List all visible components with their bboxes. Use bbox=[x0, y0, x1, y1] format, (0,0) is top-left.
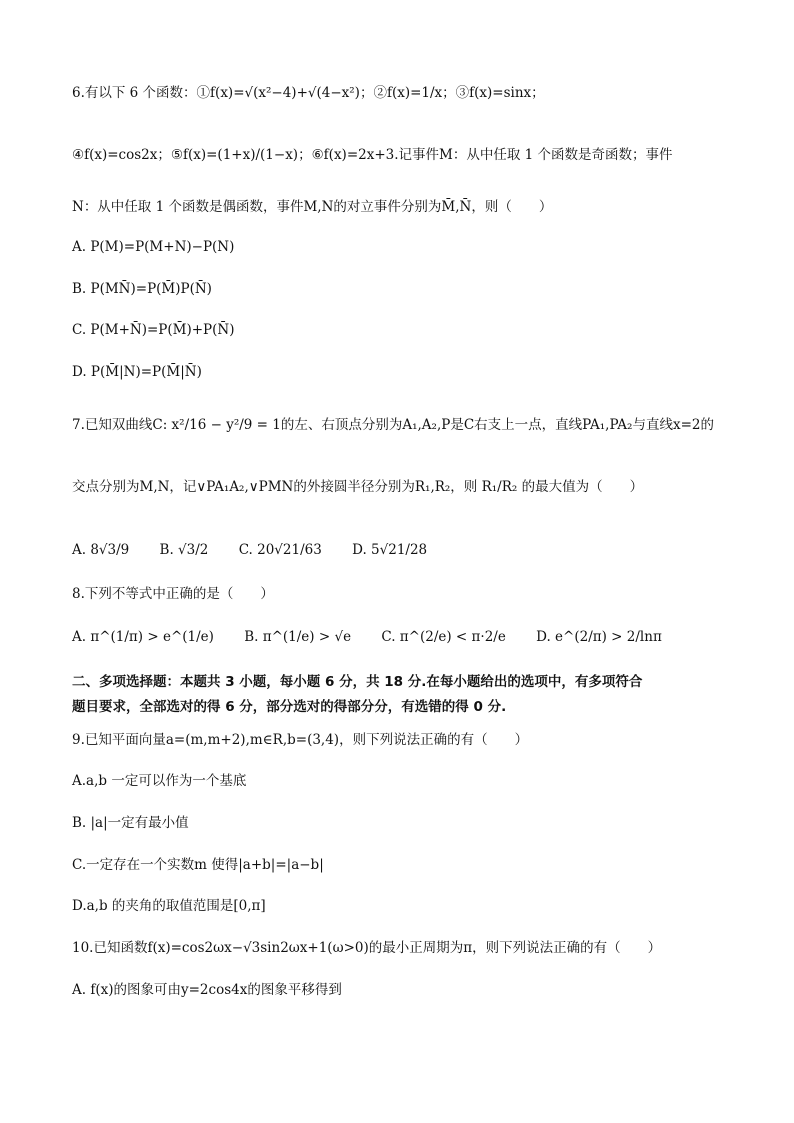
q9-option-b: B. |a|一定有最小值 bbox=[72, 815, 189, 831]
q7-option-b: B. √3/2 bbox=[159, 542, 209, 558]
q9-option-a: A.a,b 一定可以作为一个基底 bbox=[72, 773, 247, 789]
q9-option-c: C.一定存在一个实数m 使得|a+b|=|a−b| bbox=[72, 857, 324, 873]
q10-option-a: A. f(x)的图象可由y=2cos4x的图象平移得到 bbox=[72, 982, 342, 998]
q8-stem: 8.下列不等式中正确的是（ ） bbox=[72, 586, 274, 602]
q9-stem: 9.已知平面向量a=(m,m+2),m∈R,b=(3,4)，则下列说法正确的有（ ） bbox=[72, 732, 529, 748]
q8-options bbox=[72, 627, 734, 647]
q8-option-b: B. π^(1/e) > √e bbox=[244, 629, 352, 645]
q6-option-d: D. P(M̄|N)=P(M̄|N̄) bbox=[72, 364, 202, 380]
section2-line1: 二、多项选择题：本题共 3 小题，每小题 6 分，共 18 分.在每小题给出的选项中，有多项符合 bbox=[72, 674, 643, 690]
q7-option-d: D. 5√21/28 bbox=[352, 542, 428, 558]
q6-line3: N：从中任取 1 个函数是偶函数，事件M,N的对立事件分别为M̄,N̄，则（ ） bbox=[72, 199, 553, 215]
section2-line2: 题目要求，全部选对的得 6 分，部分选对的得部分分，有选错的得 0 分. bbox=[72, 699, 507, 715]
q6-option-a: A. P(M)=P(M+N)−P(N) bbox=[72, 239, 235, 255]
q6-option-c: C. P(M+N̄)=P(M̄)+P(N̄) bbox=[72, 322, 235, 338]
q7-options bbox=[72, 540, 734, 560]
q7-line1: 7.已知双曲线C: x²/16 − y²/9 = 1的左、右顶点分别为A₁,A₂,P是C右支上一点，直线PA₁,PA₂与直线x=2的 bbox=[72, 417, 714, 433]
q8-option-a: A. π^(1/π) > e^(1/e) bbox=[72, 629, 214, 645]
q9-option-d: D.a,b 的夹角的取值范围是[0,π] bbox=[72, 898, 266, 914]
q7-option-c: C. 20√21/63 bbox=[238, 542, 322, 558]
q6-line1: 6.有以下 6 个函数：①f(x)=√(x²−4)+√(4−x²)；②f(x)=1/x；③f(x)=sinx； bbox=[72, 85, 545, 101]
q8-option-d: D. e^(2/π) > 2/lnπ bbox=[536, 629, 662, 645]
q10-stem: 10.已知函数f(x)=cos2ωx−√3sin2ωx+1(ω>0)的最小正周期为π，则下列说法正确的有（ ） bbox=[72, 940, 662, 956]
q6-line2: ④f(x)=cos2x；⑤f(x)=(1+x)/(1−x)；⑥f(x)=2x+3.记事件M：从中任取 1 个函数是奇函数；事件 bbox=[72, 147, 673, 163]
q7-option-a: A. 8√3/9 bbox=[72, 542, 130, 558]
q8-option-c: C. π^(2/e) < π·2/e bbox=[381, 629, 506, 645]
q7-line2: 交点分别为M,N，记∨PA₁A₂,∨PMN的外接圆半径分别为R₁,R₂，则 R₁/R₂ 的最大值为（ ） bbox=[72, 479, 644, 495]
q6-option-b: B. P(MN̄)=P(M̄)P(N̄) bbox=[72, 281, 212, 297]
